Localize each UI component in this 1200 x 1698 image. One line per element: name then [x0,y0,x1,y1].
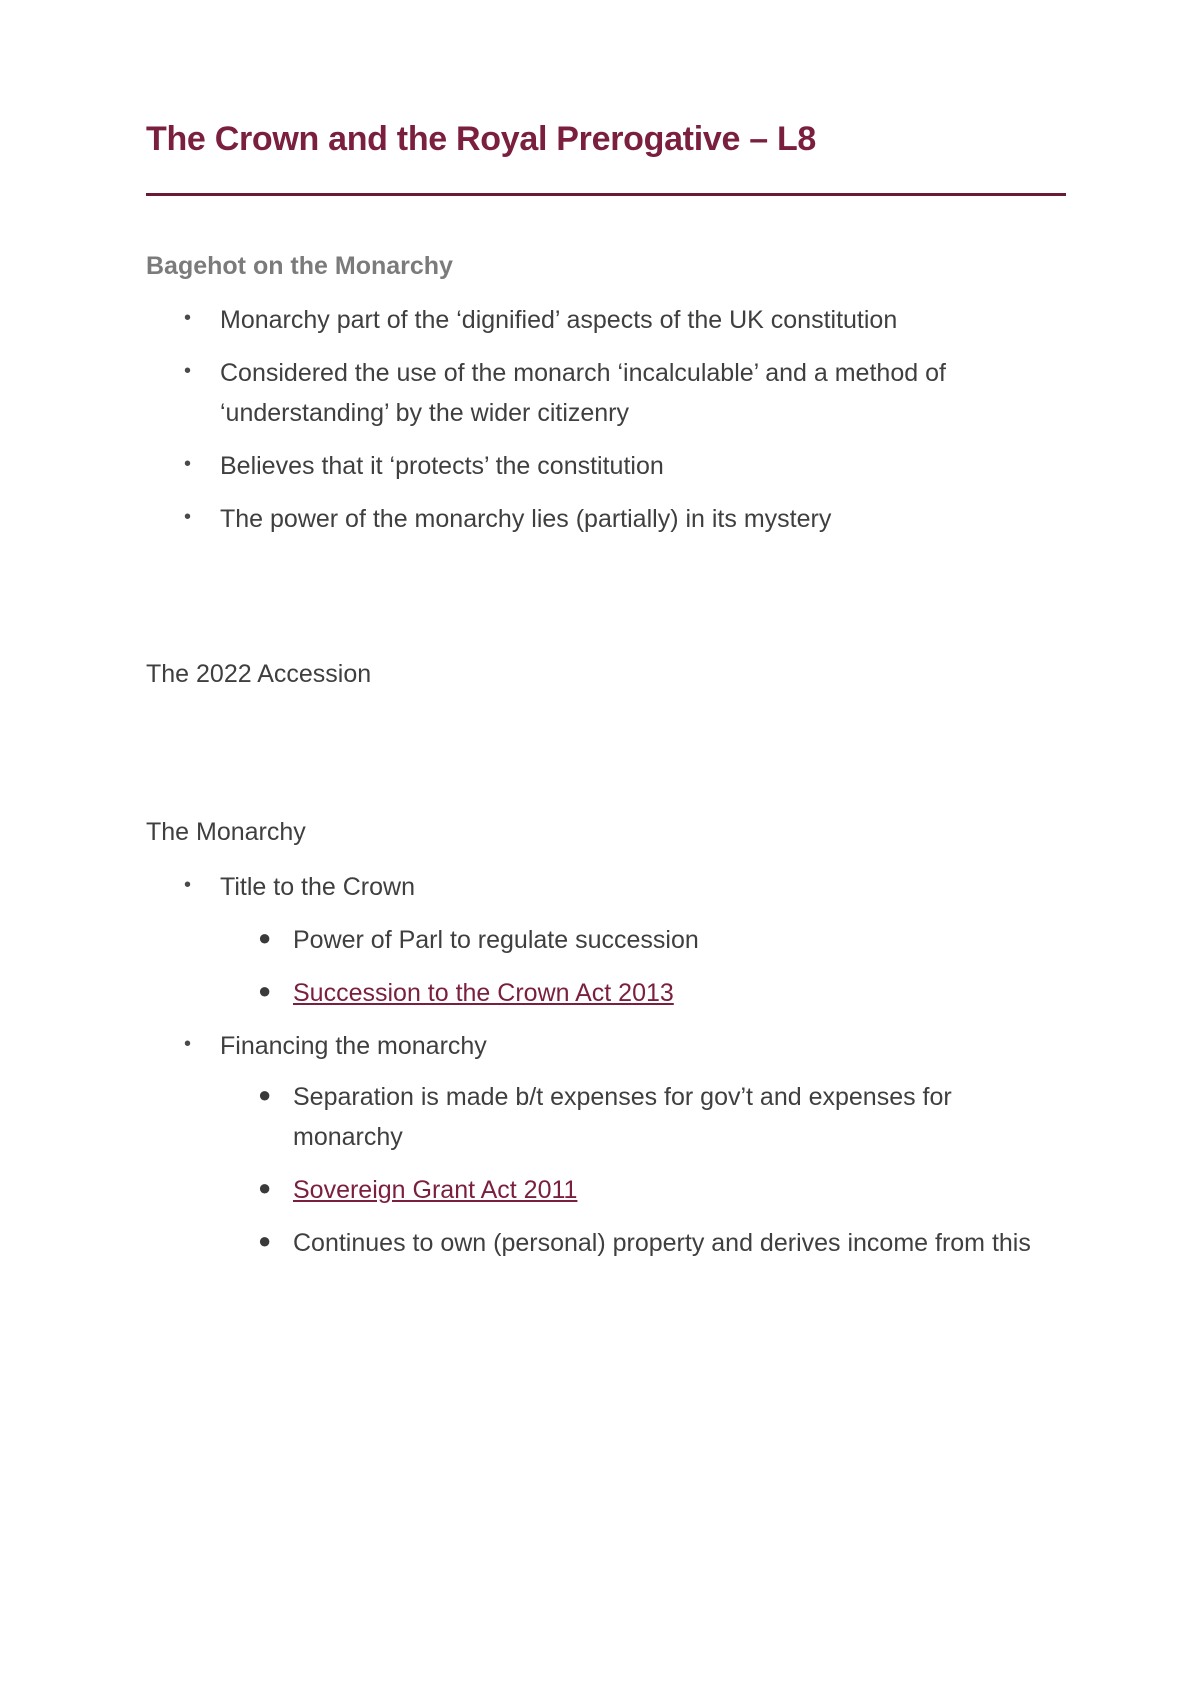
section-heading-monarchy: The Monarchy [146,818,306,846]
bullet-marker: • [184,1033,192,1055]
sub-bullet-marker: ● [258,925,272,950]
section-heading-accession: The 2022 Accession [146,660,372,688]
sub-list-item: Power of Parl to regulate succession [293,926,699,954]
bullet-marker: • [184,874,192,896]
list-item: Believes that it ‘protects’ the constitution [220,452,664,480]
succession-act-link[interactable]: Succession to the Crown Act 2013 [293,979,674,1007]
sub-bullet-marker: ● [258,1228,272,1253]
list-item-title-to-crown: Title to the Crown [220,873,415,901]
bullet-marker: • [184,453,192,475]
title-divider [146,193,1066,196]
sub-bullet-marker: ● [258,1175,272,1200]
list-item: Considered the use of the monarch ‘incalculable’ and a method of ‘understanding’ by the wider citizenry [220,359,946,427]
list-item-financing: Financing the monarchy [220,1032,487,1060]
bullet-marker: • [184,506,192,528]
sovereign-grant-act-link[interactable]: Sovereign Grant Act 2011 [293,1176,578,1204]
sub-list-item [293,1170,1053,1210]
bullet-marker: • [184,307,192,329]
section-heading-bagehot: Bagehot on the Monarchy [146,252,453,280]
sub-list-item: Continues to own (personal) property and derives income from this [293,1229,1031,1257]
bullet-marker: • [184,360,192,382]
list-item: Monarchy part of the ‘dignified’ aspects of the UK constitution [220,306,898,334]
page-title: The Crown and the Royal Prerogative – L8 [146,120,817,158]
list-item: The power of the monarchy lies (partially) in its mystery [220,505,832,533]
sub-list-item: Separation is made b/t expenses for gov’t and expenses for monarchy [293,1083,952,1151]
sub-bullet-marker: ● [258,1082,272,1107]
sub-list-item [293,973,1053,1013]
sub-bullet-marker: ● [258,978,272,1003]
